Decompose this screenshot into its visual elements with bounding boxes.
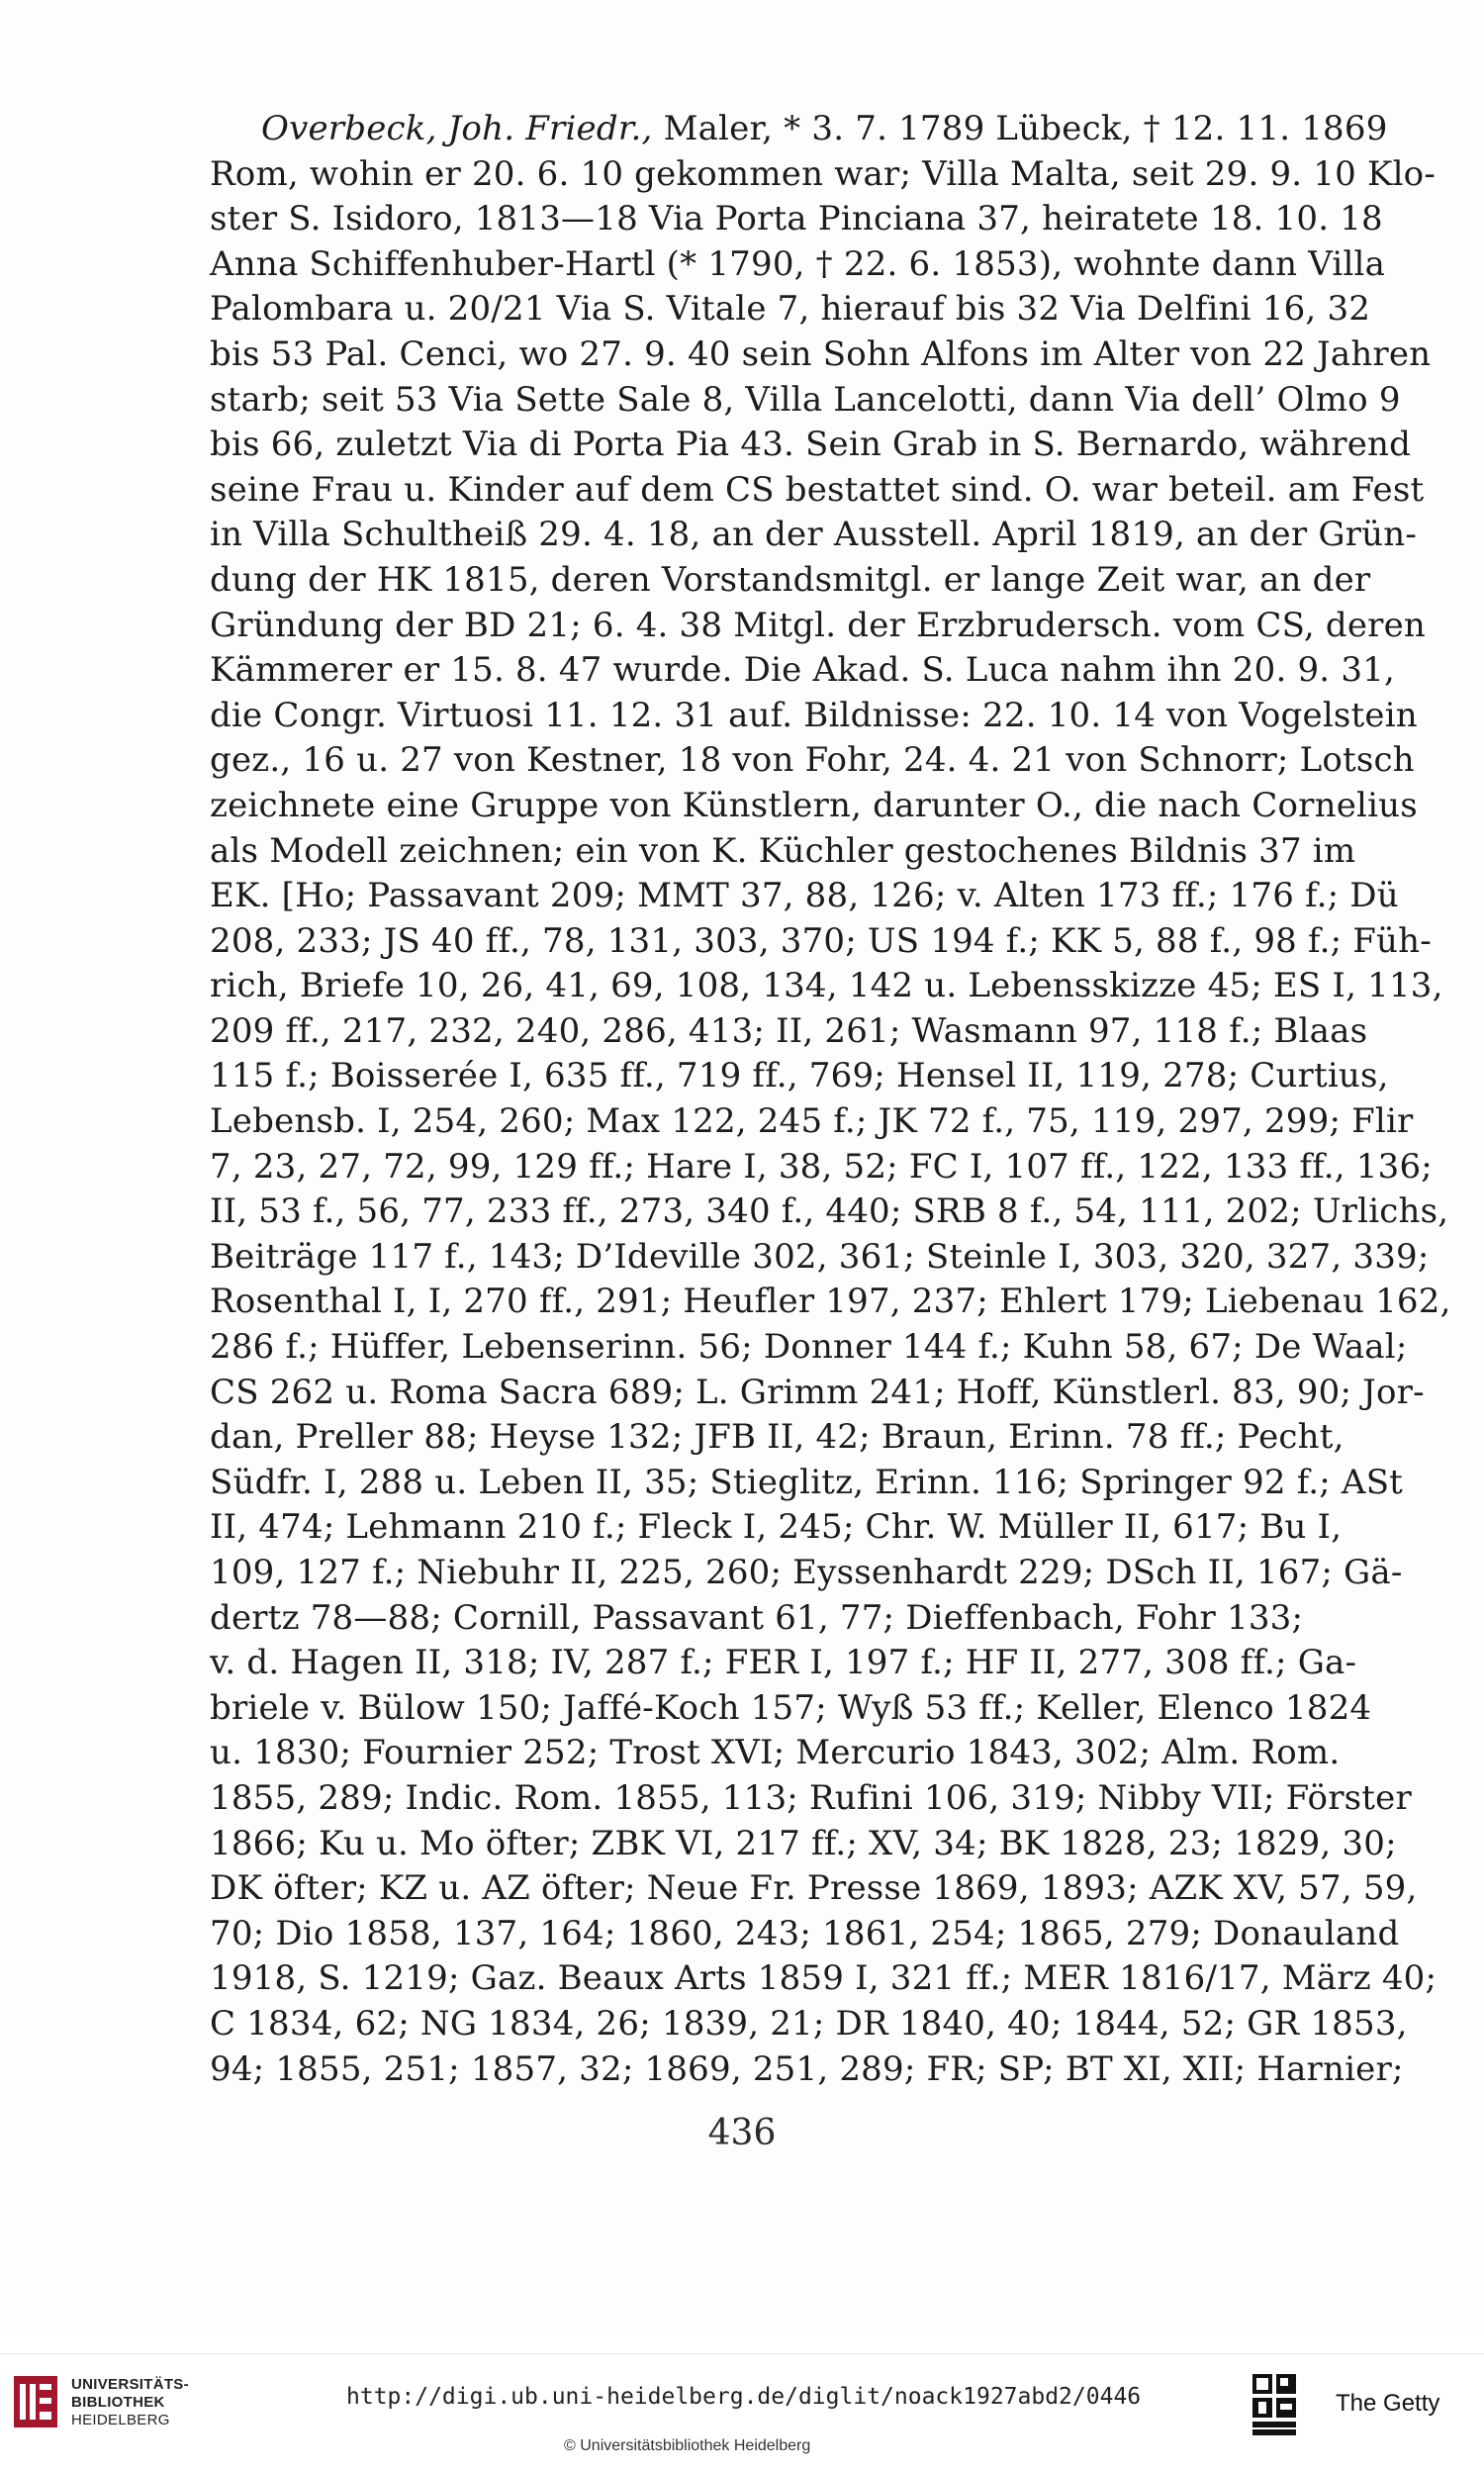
entry-line: rich, Briefe 10, 26, 41, 69, 108, 134, 142 u. Lebensskizze 45; ES I, 113, [210,966,1443,1006]
entry-name: Overbeck, Joh. Friedr., [261,109,653,148]
entry-line: in Villa Schultheiß 29. 4. 18, an der Ausstell. April 1819, an der Grün- [210,515,1418,555]
entry-line: briele v. Bülow 150; Jaffé-Koch 157; Wyß 53 ff.; Keller, Elenco 1824 [210,1687,1372,1728]
entry-line: 1918, S. 1219; Gaz. Beaux Arts 1859 I, 321 ff.; MER 1816/17, März 40; [210,1958,1438,1999]
entry-line: dung der HK 1815, deren Vorstandsmitgl. er lange Zeit war, an der [210,559,1371,600]
entry-line: ster S. Isidoro, 1813—18 Via Porta Pinciana 37, heiratete 18. 10. 18 [210,199,1383,239]
entry-line: Kämmerer er 15. 8. 47 wurde. Die Akad. S. Luca nahm ihn 20. 9. 31, [210,650,1395,691]
page-number: 436 [707,2113,777,2153]
entry-line: dan, Preller 88; Heyse 132; JFB II, 42; Braun, Erinn. 78 ff.; Pecht, [210,1417,1345,1458]
entry-line: 286 f.; Hüffer, Lebenserinn. 56; Donner 144 f.; Kuhn 58, 67; De Waal; [210,1327,1408,1368]
entry-line: DK öfter; KZ u. AZ öfter; Neue Fr. Presse 1869, 1893; AZK XV, 57, 59, [210,1868,1418,1909]
entry-line: als Modell zeichnen; ein von K. Küchler gestochenes Bildnis 37 im [210,830,1356,871]
entry-line: Beiträge 117 f., 143; D’Ideville 302, 361; Steinle I, 303, 320, 327, 339; [210,1236,1430,1277]
entry-line: Rom, wohin er 20. 6. 10 gekommen war; Villa Malta, seit 29. 9. 10 Klo- [210,153,1437,194]
permalink-url[interactable]: http://digi.ub.uni-heidelberg.de/diglit/noack1927abd2/0446 [346,2384,1142,2410]
entry-line: 7, 23, 27, 72, 99, 129 ff.; Hare I, 38, 52; FC I, 107 ff., 122, 133 ff., 136; [210,1146,1433,1187]
entry-line: Anna Schiffenhuber-Hartl (* 1790, † 22. 6. 1853), wohnte dann Villa [210,243,1386,284]
entry-line: gez., 16 u. 27 von Kestner, 18 von Fohr, 24. 4. 21 von Schnorr; Lotsch [210,740,1415,781]
entry-line: II, 53 f., 56, 77, 233 ff., 273, 340 f., 440; SRB 8 f., 54, 111, 202; Urlichs, [210,1191,1449,1232]
institution-line-1: UNIVERSITÄTS- [71,2376,189,2393]
entry-line: Gründung der BD 21; 6. 4. 38 Mitgl. der Erzbrudersch. vom CS, deren [210,605,1427,645]
entry-line: 70; Dio 1858, 137, 164; 1860, 243; 1861, 254; 1865, 279; Donauland [210,1913,1400,1953]
entry-line: bis 66, zuletzt Via di Porta Pia 43. Sein Grab in S. Bernardo, während [210,425,1412,465]
entry-line: Südfr. I, 288 u. Leben II, 35; Stieglitz, Erinn. 116; Springer 92 f.; ASt [210,1462,1404,1502]
entry-line: II, 474; Lehmann 210 f.; Fleck I, 245; Chr. W. Müller II, 617; Bu I, [210,1507,1343,1548]
entry-line-0 [210,107,1415,152]
entry-line: 209 ff., 217, 232, 240, 286, 413; II, 261; Wasmann 97, 118 f.; Blaas [210,1010,1368,1051]
entry-line: 115 f.; Boisserée I, 635 ff., 719 ff., 769; Hensel II, 119, 278; Curtius, [210,1056,1389,1096]
ub-heidelberg-logo-icon [14,2376,57,2427]
entry-line: 1866; Ku u. Mo öfter; ZBK VI, 217 ff.; XV, 34; BK 1828, 23; 1829, 30; [210,1823,1397,1863]
institution-name [71,2376,189,2429]
entry-line: starb; seit 53 Via Sette Sale 8, Villa Lancelotti, dann Via dell’ Olmo 9 [210,379,1401,420]
entry-line: 208, 233; JS 40 ff., 78, 131, 303, 370; US 194 f.; KK 5, 88 f., 98 f.; Füh- [210,920,1432,961]
entry-line: v. d. Hagen II, 318; IV, 287 f.; FER I, 197 f.; HF II, 277, 308 ff.; Ga- [210,1643,1357,1683]
institution-line-3: HEIDELBERG [71,2412,170,2428]
partner-name: The Getty [1336,2390,1440,2417]
getty-logo-icon [1252,2374,1298,2435]
entry-line: C 1834, 62; NG 1834, 26; 1839, 21; DR 1840, 40; 1844, 52; GR 1853, [210,2003,1408,2044]
entry-line: bis 53 Pal. Cenci, wo 27. 9. 40 sein Sohn Alfons im Alter von 22 Jahren [210,333,1432,374]
entry-line: Palombara u. 20/21 Via S. Vitale 7, hierauf bis 32 Via Delfini 16, 32 [210,289,1371,330]
entry-line: die Congr. Virtuosi 11. 12. 31 auf. Bildnisse: 22. 10. 14 von Vogelstein [210,695,1418,735]
entry-line: 94; 1855, 251; 1857, 32; 1869, 251, 289; FR; SP; BT XI, XII; Harnier; [210,2048,1404,2089]
entry-line: zeichnete eine Gruppe von Künstlern, darunter O., die nach Cornelius [210,785,1418,825]
entry-line: dertz 78—88; Cornill, Passavant 61, 77; Dieffenbach, Fohr 133; [210,1597,1304,1638]
entry-line: EK. [Ho; Passavant 209; MMT 37, 88, 126; v. Alten 173 ff.; 176 f.; Dü [210,876,1399,916]
entry-line: Lebensb. I, 254, 260; Max 122, 245 f.; JK 72 f., 75, 119, 297, 299; Flir [210,1101,1414,1142]
entry-line: 1855, 289; Indic. Rom. 1855, 113; Rufini 106, 319; Nibby VII; Förster [210,1777,1412,1818]
entry-line: seine Frau u. Kinder auf dem CS bestattet sind. O. war beteil. am Fest [210,469,1425,510]
footer-bar [0,2353,1484,2473]
entry-text-block [210,107,1451,2092]
copyright-notice: © Universitätsbibliothek Heidelberg [564,2437,811,2454]
entry-line: 109, 127 f.; Niebuhr II, 225, 260; Eyssenhardt 229; DSch II, 167; Gä- [210,1553,1403,1592]
entry-line: u. 1830; Fournier 252; Trost XVI; Mercurio 1843, 302; Alm. Rom. [210,1733,1341,1773]
entry-line: CS 262 u. Roma Sacra 689; L. Grimm 241; Hoff, Künstlerl. 83, 90; Jor- [210,1372,1425,1412]
institution-line-2: BIBLIOTHEK [71,2394,165,2411]
entry-line: Rosenthal I, I, 270 ff., 291; Heufler 197, 237; Ehlert 179; Liebenau 162, [210,1282,1451,1322]
entry-line-0-text: Maler, * 3. 7. 1789 Lübeck, † 12. 11. 1869 [652,109,1388,148]
